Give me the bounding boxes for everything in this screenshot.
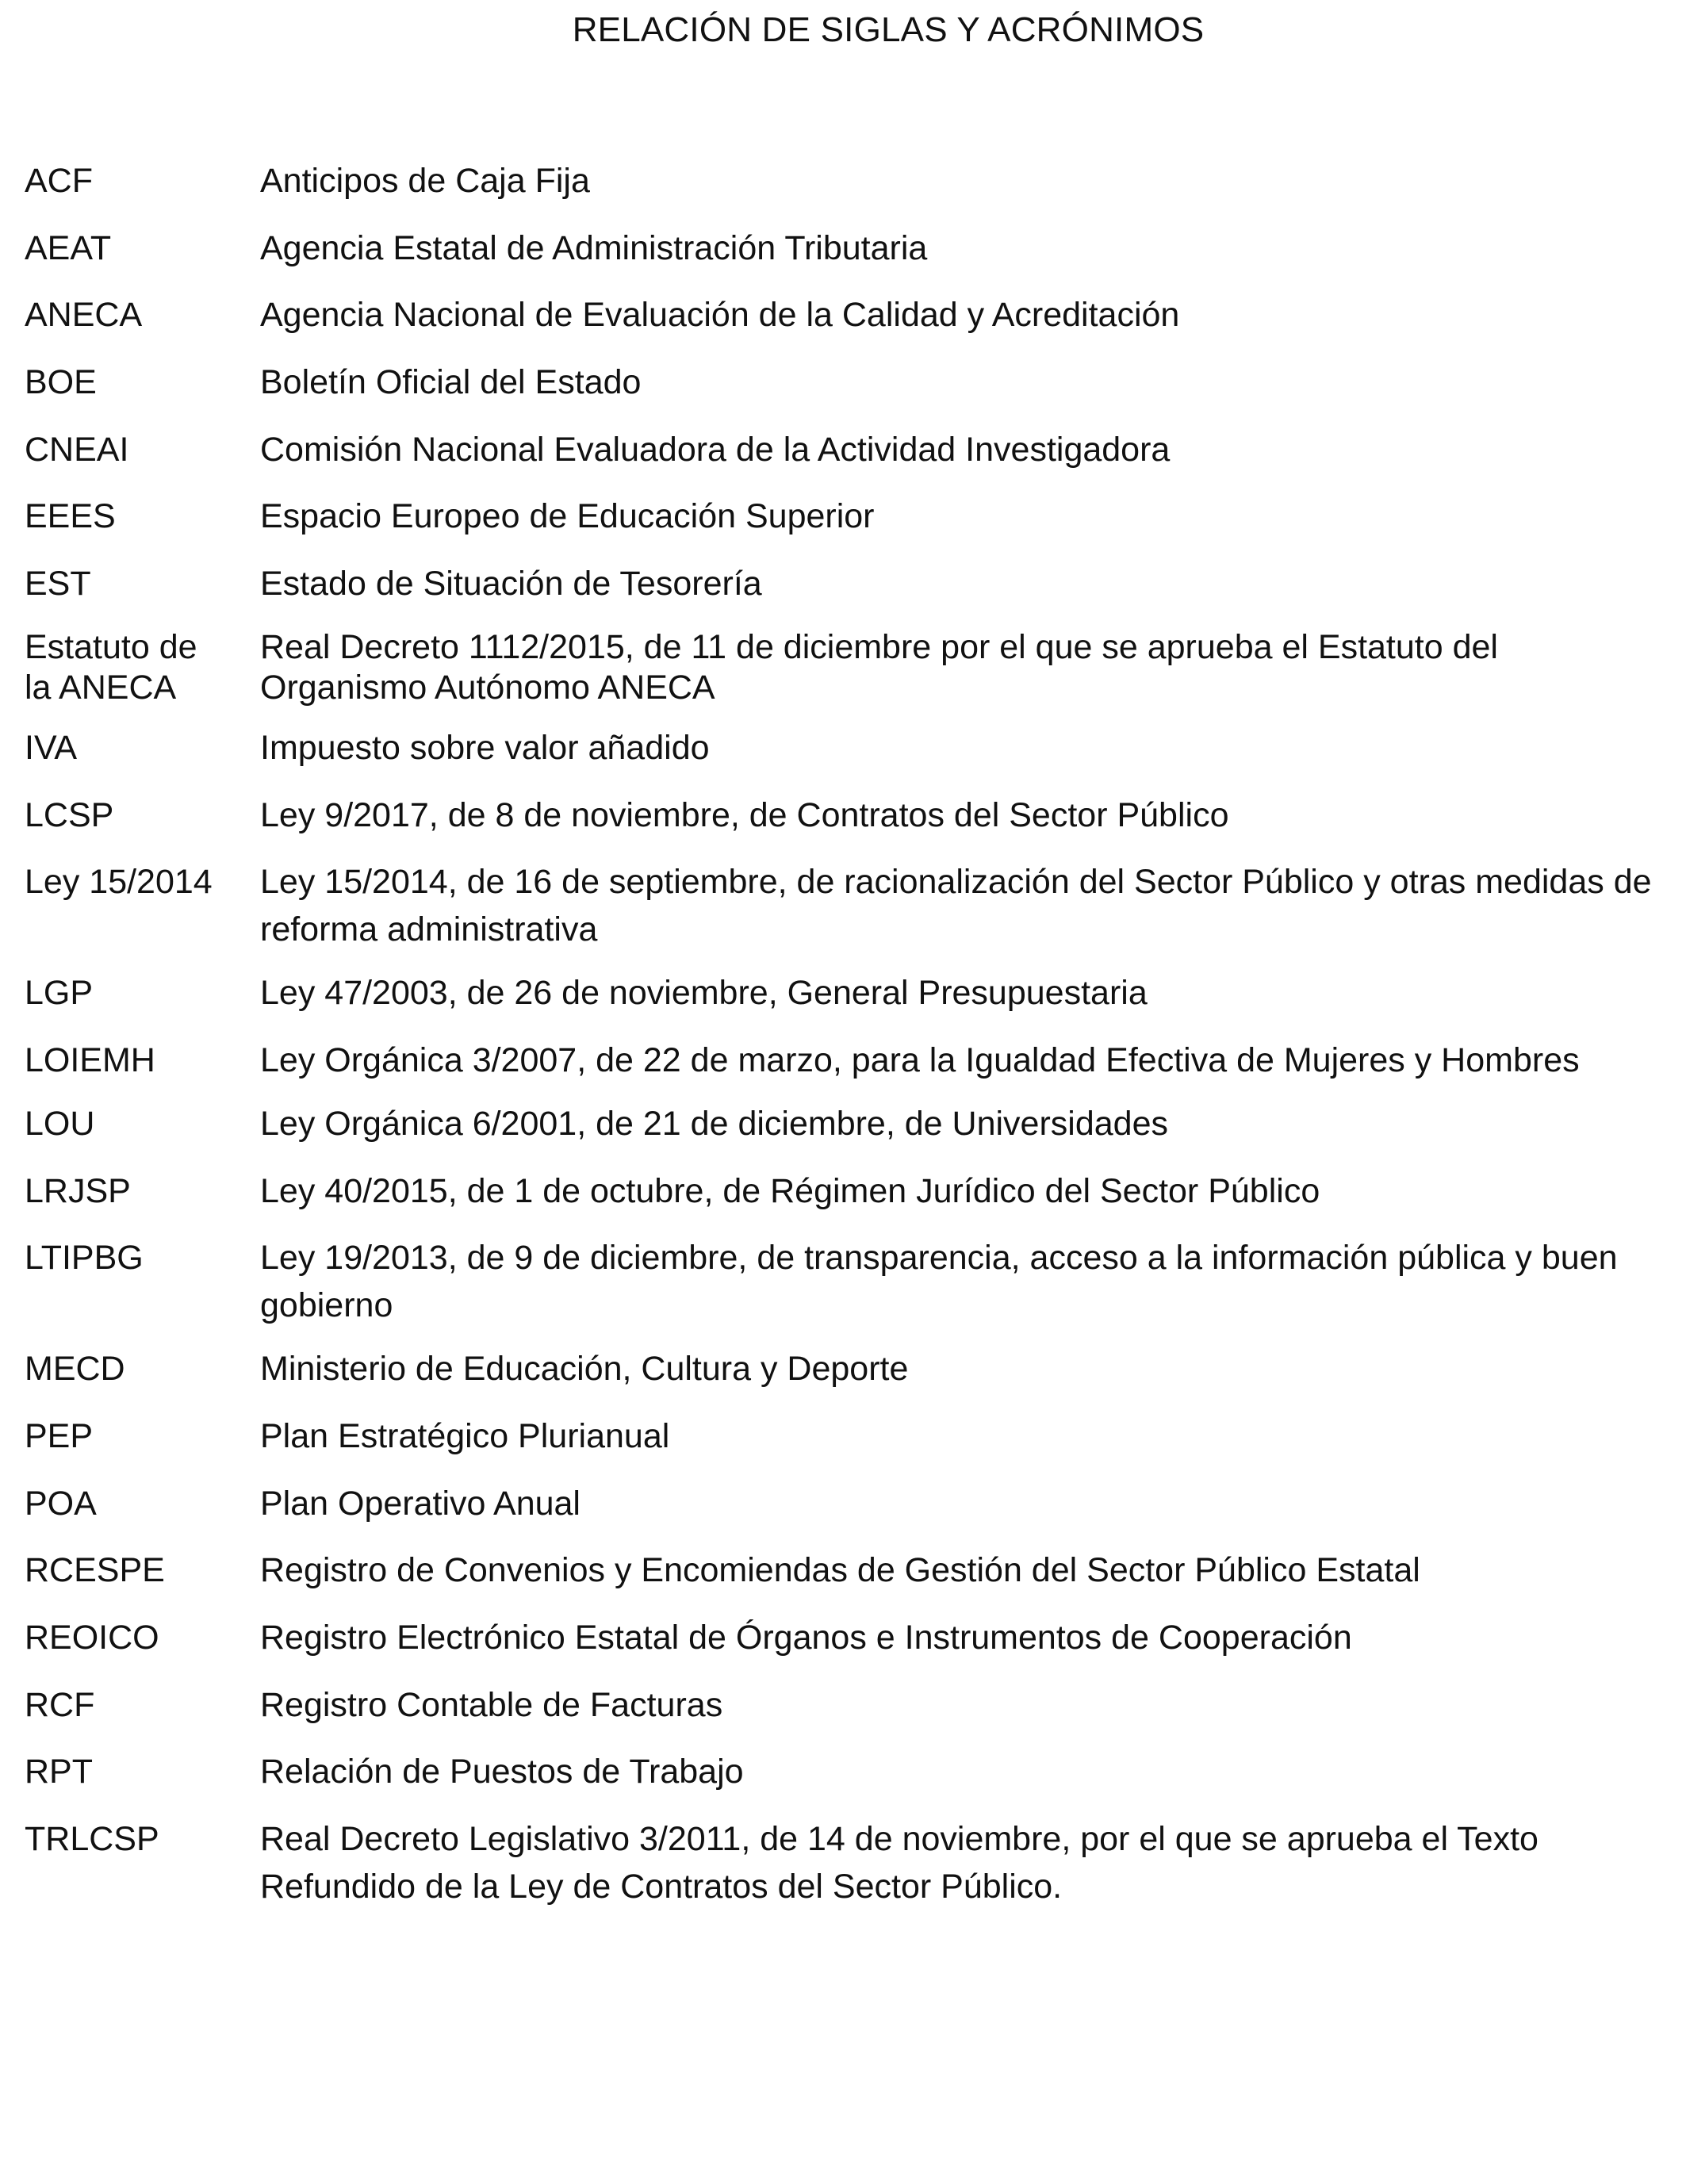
definition: Agencia Nacional de Evaluación de la Calidad y Acreditación [260, 296, 1180, 335]
definition: Plan Operativo Anual [260, 1484, 581, 1523]
acronym: EEES [25, 497, 116, 536]
acronym: LOIEMH [25, 1040, 155, 1079]
acronym: IVA [25, 728, 78, 767]
acronym: RCESPE [25, 1551, 165, 1590]
acronym: LGP [25, 974, 94, 1013]
definition: Estado de Situación de Tesorería [260, 565, 762, 603]
acronym: ACF [25, 162, 93, 200]
definition: Registro Contable de Facturas [260, 1685, 723, 1724]
list-item [25, 1480, 1658, 1527]
acronym: PEP [25, 1416, 94, 1455]
list-item [25, 492, 1658, 540]
list-item [25, 1167, 1658, 1215]
list-item [25, 291, 1658, 339]
acronym: EST [25, 565, 91, 603]
definition: Espacio Europeo de Educación Superior [260, 497, 875, 536]
definition: Ley 40/2015, de 1 de octubre, de Régimen Jurídico del Sector Público [260, 1171, 1320, 1210]
list-item [25, 627, 1658, 708]
acronym: RPT [25, 1753, 93, 1791]
list-item [25, 1412, 1658, 1460]
definition: Relación de Puestos de Trabajo [260, 1753, 744, 1791]
definition: Boletín Oficial del Estado [260, 363, 642, 402]
list-item [25, 224, 1658, 272]
acronym: BOE [25, 363, 97, 402]
definition: Plan Estratégico Plurianual [260, 1416, 670, 1455]
acronym: REOICO [25, 1619, 159, 1657]
list-item [25, 791, 1658, 839]
list-item [25, 969, 1658, 1017]
definition: Impuesto sobre valor añadido [260, 728, 710, 767]
definition: Ley 19/2013, de 9 de diciembre, de transparencia, acceso a la información pública y buen gobierno [260, 1239, 1618, 1325]
definition: Ley Orgánica 6/2001, de 21 de diciembre, de Universidades [260, 1104, 1168, 1143]
acronym: Ley 15/2014 [25, 863, 213, 902]
list-item [25, 1748, 1658, 1795]
acronym-list [25, 157, 1658, 1926]
definition: Ministerio de Educación, Cultura y Deporte [260, 1350, 909, 1389]
list-item [25, 426, 1658, 473]
acronym: RCF [25, 1685, 95, 1724]
definition: Ley 15/2014, de 16 de septiembre, de racionalización del Sector Público y otras medidas de reforma administrativa [260, 863, 1652, 949]
list-item [25, 1345, 1658, 1393]
list-item [25, 157, 1658, 205]
list-item [25, 1681, 1658, 1729]
list-item [25, 1036, 1658, 1084]
list-item [25, 724, 1658, 772]
definition: Comisión Nacional Evaluadora de la Actividad Investigadora [260, 430, 1171, 469]
definition: Registro Electrónico Estatal de Órganos e Instrumentos de Cooperación [260, 1619, 1352, 1657]
acronym: LOU [25, 1104, 95, 1143]
acronym: LTIPBG [25, 1239, 144, 1278]
list-item [25, 1100, 1658, 1148]
definition: Real Decreto 1112/2015, de 11 de diciembre por el que se aprueba el Estatuto del Organismo Autónomo ANECA [260, 627, 1498, 707]
list-item [25, 358, 1658, 406]
acronym: Estatuto de la ANECA [25, 627, 197, 707]
acronym: ANECA [25, 296, 143, 335]
list-item [25, 1234, 1658, 1329]
list-item [25, 1815, 1658, 1910]
definition: Ley Orgánica 3/2007, de 22 de marzo, para la Igualdad Efectiva de Mujeres y Hombres [260, 1040, 1580, 1079]
definition: Ley 47/2003, de 26 de noviembre, General Presupuestaria [260, 974, 1148, 1013]
definition: Registro de Convenios y Encomiendas de Gestión del Sector Público Estatal [260, 1551, 1420, 1590]
acronym: CNEAI [25, 430, 129, 469]
list-item [25, 1546, 1658, 1594]
list-item [25, 560, 1658, 607]
definition: Ley 9/2017, de 8 de noviembre, de Contratos del Sector Público [260, 795, 1229, 834]
definition: Agencia Estatal de Administración Tributaria [260, 228, 928, 267]
acronym: POA [25, 1484, 97, 1523]
definition: Real Decreto Legislativo 3/2011, de 14 de noviembre, por el que se aprueba el Texto Refundido de la Ley de Contratos del Sector Público. [260, 1820, 1538, 1906]
acronym: LRJSP [25, 1171, 131, 1210]
definition: Anticipos de Caja Fija [260, 162, 590, 200]
page-title: RELACIÓN DE SIGLAS Y ACRÓNIMOS [572, 10, 1205, 49]
acronym: LCSP [25, 795, 114, 834]
acronym: AEAT [25, 228, 112, 267]
acronym: MECD [25, 1350, 125, 1389]
list-item [25, 858, 1658, 953]
acronym: TRLCSP [25, 1820, 159, 1859]
list-item [25, 1614, 1658, 1661]
